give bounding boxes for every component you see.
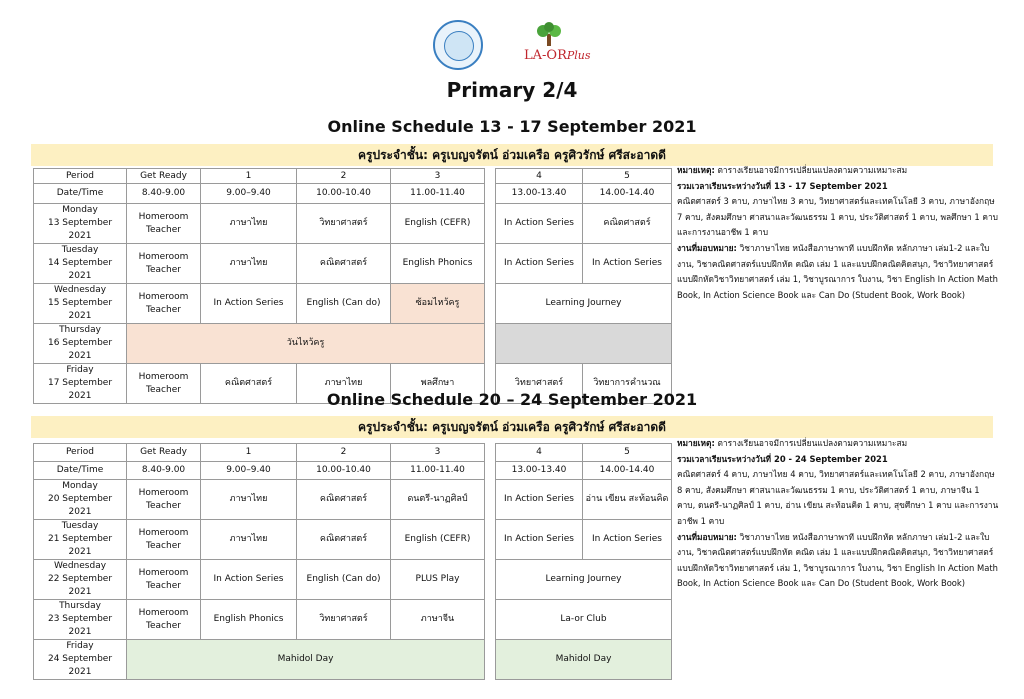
assignment: งานที่มอบหมาย: วิชาภาษาไทย หนังสือภาษาพาที แบบฝึกหัด หลักภาษา เล่ม1-2 และใบงาน, วิชาคณิตศาสตร์แบบฝึกหัด คณิต เล่ม 1 และแบบฝึกคณิตคิดสนุก, วิชาวิทยาศาสตร์ แบบฝึกหัดวิชาวิทยาศาสตร์ เล่ม 1, วิชาบูรณาการ ใบงาน, วิชา English In Action Math Book, In Action Science Book และ Can Do (Student Book, Work Book) bbox=[677, 242, 998, 300]
subject-cell: วิทยาศาสตร์ bbox=[297, 204, 391, 244]
header-cell: 4 bbox=[496, 444, 583, 462]
table-row bbox=[34, 520, 672, 560]
la-or-plus-logo bbox=[524, 22, 591, 72]
subject-cell: English (Can do) bbox=[297, 560, 391, 600]
time-cell: 10.00-10.40 bbox=[297, 462, 391, 480]
subject-cell: PLUS Play bbox=[391, 560, 485, 600]
remark: หมายเหตุ: ตารางเรียนอาจมีการเปลี่ยนแปลงตามความเหมาะสม bbox=[677, 165, 908, 175]
afternoon-merged-cell: Mahidol Day bbox=[496, 640, 672, 680]
day-cell: Tuesday 21 September 2021 bbox=[34, 520, 127, 560]
subject-cell: English Phonics bbox=[201, 600, 297, 640]
total-periods: คณิตศาสตร์ 4 คาบ, ภาษาไทย 4 คาบ, วิทยาศาสตร์และเทคโนโลยี 2 คาบ, ภาษาอังกฤษ 8 คาบ, สังคมศึกษา ศาสนาและวัฒนธรรม 1 คาบ, ประวัติศาสตร์ 1 คาบ, ภาษาจีน 1 คาบ, ดนตรี-นาฏศิลป์ 1 คาบ, อ่าน เขียน สะท้อนคิด 1 คาบ, สุขศึกษา 1 คาบ และการงานอาชีพ 1 คาบ bbox=[677, 469, 999, 526]
header-cell: 3 bbox=[391, 169, 485, 184]
time-cell: 14.00-14.40 bbox=[583, 462, 672, 480]
time-cell: 8.40-9.00 bbox=[127, 184, 201, 204]
header-cell: Get Ready bbox=[127, 169, 201, 184]
table-header-row bbox=[34, 444, 672, 462]
subject-cell: คณิตศาสตร์ bbox=[583, 204, 672, 244]
subject-cell: วิทยาศาสตร์ bbox=[297, 600, 391, 640]
subject-cell: English (CEFR) bbox=[391, 520, 485, 560]
table-row bbox=[34, 560, 672, 600]
schedule-1-teacher-bar: ครูประจำชั้น: ครูเบญจรัตน์ อ่วมเครือ ครูศิวรักษ์ ศรีสะอาดดี bbox=[31, 144, 993, 166]
get-ready-cell: Homeroom Teacher bbox=[127, 520, 201, 560]
logo-wordmark: LA-OR bbox=[524, 48, 567, 63]
day-cell: Thursday 16 September 2021 bbox=[34, 324, 127, 364]
remark: หมายเหตุ: ตารางเรียนอาจมีการเปลี่ยนแปลงตามความเหมาะสม bbox=[677, 438, 908, 448]
header-cell: 1 bbox=[201, 169, 297, 184]
schedule-2-teacher-bar: ครูประจำชั้น: ครูเบญจรัตน์ อ่วมเครือ ครูศิวรักษ์ ศรีสะอาดดี bbox=[31, 416, 993, 438]
subject-cell: อ่าน เขียน สะท้อนคิด bbox=[583, 480, 672, 520]
header-cell: 4 bbox=[496, 169, 583, 184]
time-cell: 14.00-14.40 bbox=[583, 184, 672, 204]
table-row bbox=[34, 480, 672, 520]
time-cell: 13.00-13.40 bbox=[496, 184, 583, 204]
table-row bbox=[34, 244, 672, 284]
day-cell: Thursday 23 September 2021 bbox=[34, 600, 127, 640]
schedule-1-notes bbox=[677, 163, 999, 303]
schedule-1-table bbox=[33, 168, 672, 404]
total-periods: คณิตศาสตร์ 3 คาบ, ภาษาไทย 3 คาบ, วิทยาศาสตร์และเทคโนโลยี 3 คาบ, ภาษาอังกฤษ 7 คาบ, สังคมศึกษา ศาสนาและวัฒนธรรม 1 คาบ, ประวัติศาสตร์ 1 คาบ, พลศึกษา 1 คาบ และการงานอาชีพ 1 คาบ bbox=[677, 196, 998, 238]
header-cell: 2 bbox=[297, 169, 391, 184]
subject-cell: พลศึกษา bbox=[391, 364, 485, 404]
tree-icon bbox=[534, 22, 564, 46]
subject-cell: English (Can do) bbox=[297, 284, 391, 324]
subject-cell: In Action Series bbox=[583, 244, 672, 284]
header-cell: 2 bbox=[297, 444, 391, 462]
subject-cell: ภาษาไทย bbox=[201, 520, 297, 560]
day-cell: Friday 24 September 2021 bbox=[34, 640, 127, 680]
day-cell: Monday 20 September 2021 bbox=[34, 480, 127, 520]
time-cell: 8.40-9.00 bbox=[127, 462, 201, 480]
time-cell: Date/Time bbox=[34, 184, 127, 204]
subject-cell: ภาษาจีน bbox=[391, 600, 485, 640]
time-cell: 10.00-10.40 bbox=[297, 184, 391, 204]
subject-cell: In Action Series bbox=[583, 520, 672, 560]
subject-cell: วิทยาศาสตร์ bbox=[496, 364, 583, 404]
subject-cell: In Action Series bbox=[496, 204, 583, 244]
assignment: งานที่มอบหมาย: วิชาภาษาไทย หนังสือภาษาพาที แบบฝึกหัด หลักภาษา เล่ม1-2 และใบงาน, วิชาคณิตศาสตร์แบบฝึกหัด คณิต เล่ม 1 และแบบฝึกคณิตคิดสนุก, วิชาวิทยาศาสตร์ แบบฝึกหัดวิชาวิทยาศาสตร์ เล่ม 1, วิชาบูรณาการ ใบงาน, วิชา English In Action Math Book, In Action Science Book และ Can Do (Student Book, Work Book) bbox=[677, 531, 998, 589]
header-cell: 3 bbox=[391, 444, 485, 462]
afternoon-merged-cell: Learning Journey bbox=[496, 560, 672, 600]
time-cell: 13.00-13.40 bbox=[496, 462, 583, 480]
schedule-2-table bbox=[33, 443, 672, 680]
morning-merged-cell: Mahidol Day bbox=[127, 640, 485, 680]
subject-cell: คณิตศาสตร์ bbox=[201, 364, 297, 404]
day-cell: Tuesday 14 September 2021 bbox=[34, 244, 127, 284]
school-seal-logo bbox=[433, 20, 483, 70]
day-cell: Friday 17 September 2021 bbox=[34, 364, 127, 404]
subject-cell: คณิตศาสตร์ bbox=[297, 520, 391, 560]
get-ready-cell: Homeroom Teacher bbox=[127, 204, 201, 244]
subject-cell: ภาษาไทย bbox=[201, 480, 297, 520]
schedule-2-notes bbox=[677, 436, 999, 592]
header-cell: 5 bbox=[583, 169, 672, 184]
table-row bbox=[34, 600, 672, 640]
get-ready-cell: Homeroom Teacher bbox=[127, 480, 201, 520]
subject-cell: คณิตศาสตร์ bbox=[297, 244, 391, 284]
subject-cell: ดนตรี-นาฏศิลป์ bbox=[391, 480, 485, 520]
morning-merged-cell: วันไหว้ครู bbox=[127, 324, 485, 364]
subject-cell-highlight: ซ้อมไหว้ครู bbox=[391, 284, 485, 324]
subject-cell: ภาษาไทย bbox=[201, 244, 297, 284]
get-ready-cell: Homeroom Teacher bbox=[127, 284, 201, 324]
subject-cell: คณิตศาสตร์ bbox=[297, 480, 391, 520]
header-cell: Get Ready bbox=[127, 444, 201, 462]
time-cell: 11.00-11.40 bbox=[391, 462, 485, 480]
table-row bbox=[34, 204, 672, 244]
get-ready-cell: Homeroom Teacher bbox=[127, 600, 201, 640]
day-cell: Monday 13 September 2021 bbox=[34, 204, 127, 244]
table-header-row bbox=[34, 169, 672, 184]
table-row bbox=[34, 640, 672, 680]
time-cell: 9.00–9.40 bbox=[201, 462, 297, 480]
subject-cell: In Action Series bbox=[496, 244, 583, 284]
subject-cell: ภาษาไทย bbox=[201, 204, 297, 244]
logo-area bbox=[0, 18, 1024, 74]
get-ready-cell: Homeroom Teacher bbox=[127, 244, 201, 284]
header-cell: Period bbox=[34, 444, 127, 462]
header-cell: 5 bbox=[583, 444, 672, 462]
schedule-1-title: Online Schedule 13 - 17 September 2021 bbox=[327, 117, 697, 136]
schedule-2-title: Online Schedule 20 – 24 September 2021 bbox=[326, 390, 698, 409]
time-cell: Date/Time bbox=[34, 462, 127, 480]
day-cell: Wednesday 22 September 2021 bbox=[34, 560, 127, 600]
subject-cell: In Action Series bbox=[496, 480, 583, 520]
subject-cell: English Phonics bbox=[391, 244, 485, 284]
time-row bbox=[34, 462, 672, 480]
subject-cell: In Action Series bbox=[201, 284, 297, 324]
subject-cell: English (CEFR) bbox=[391, 204, 485, 244]
header-cell: Period bbox=[34, 169, 127, 184]
table-row bbox=[34, 284, 672, 324]
total-label: รวมเวลาเรียนระหว่างวันที่ 13 - 17 September 2021 bbox=[677, 180, 888, 191]
page-title: Primary 2/4 bbox=[446, 78, 578, 102]
time-cell: 11.00-11.40 bbox=[391, 184, 485, 204]
total-label: รวมเวลาเรียนระหว่างวันที่ 20 - 24 September 2021 bbox=[677, 453, 888, 464]
get-ready-cell: Homeroom Teacher bbox=[127, 364, 201, 404]
time-row bbox=[34, 184, 672, 204]
get-ready-cell: Homeroom Teacher bbox=[127, 560, 201, 600]
header-cell: 1 bbox=[201, 444, 297, 462]
day-cell: Wednesday 15 September 2021 bbox=[34, 284, 127, 324]
afternoon-merged-cell: Learning Journey bbox=[496, 284, 672, 324]
subject-cell: ภาษาไทย bbox=[297, 364, 391, 404]
subject-cell: วิทยาการคำนวณ bbox=[583, 364, 672, 404]
time-cell: 9.00–9.40 bbox=[201, 184, 297, 204]
afternoon-empty-cell bbox=[496, 324, 672, 364]
subject-cell: In Action Series bbox=[496, 520, 583, 560]
subject-cell: In Action Series bbox=[201, 560, 297, 600]
logo-plus: Plus bbox=[566, 49, 591, 62]
afternoon-merged-cell: La-or Club bbox=[496, 600, 672, 640]
table-row bbox=[34, 324, 672, 364]
